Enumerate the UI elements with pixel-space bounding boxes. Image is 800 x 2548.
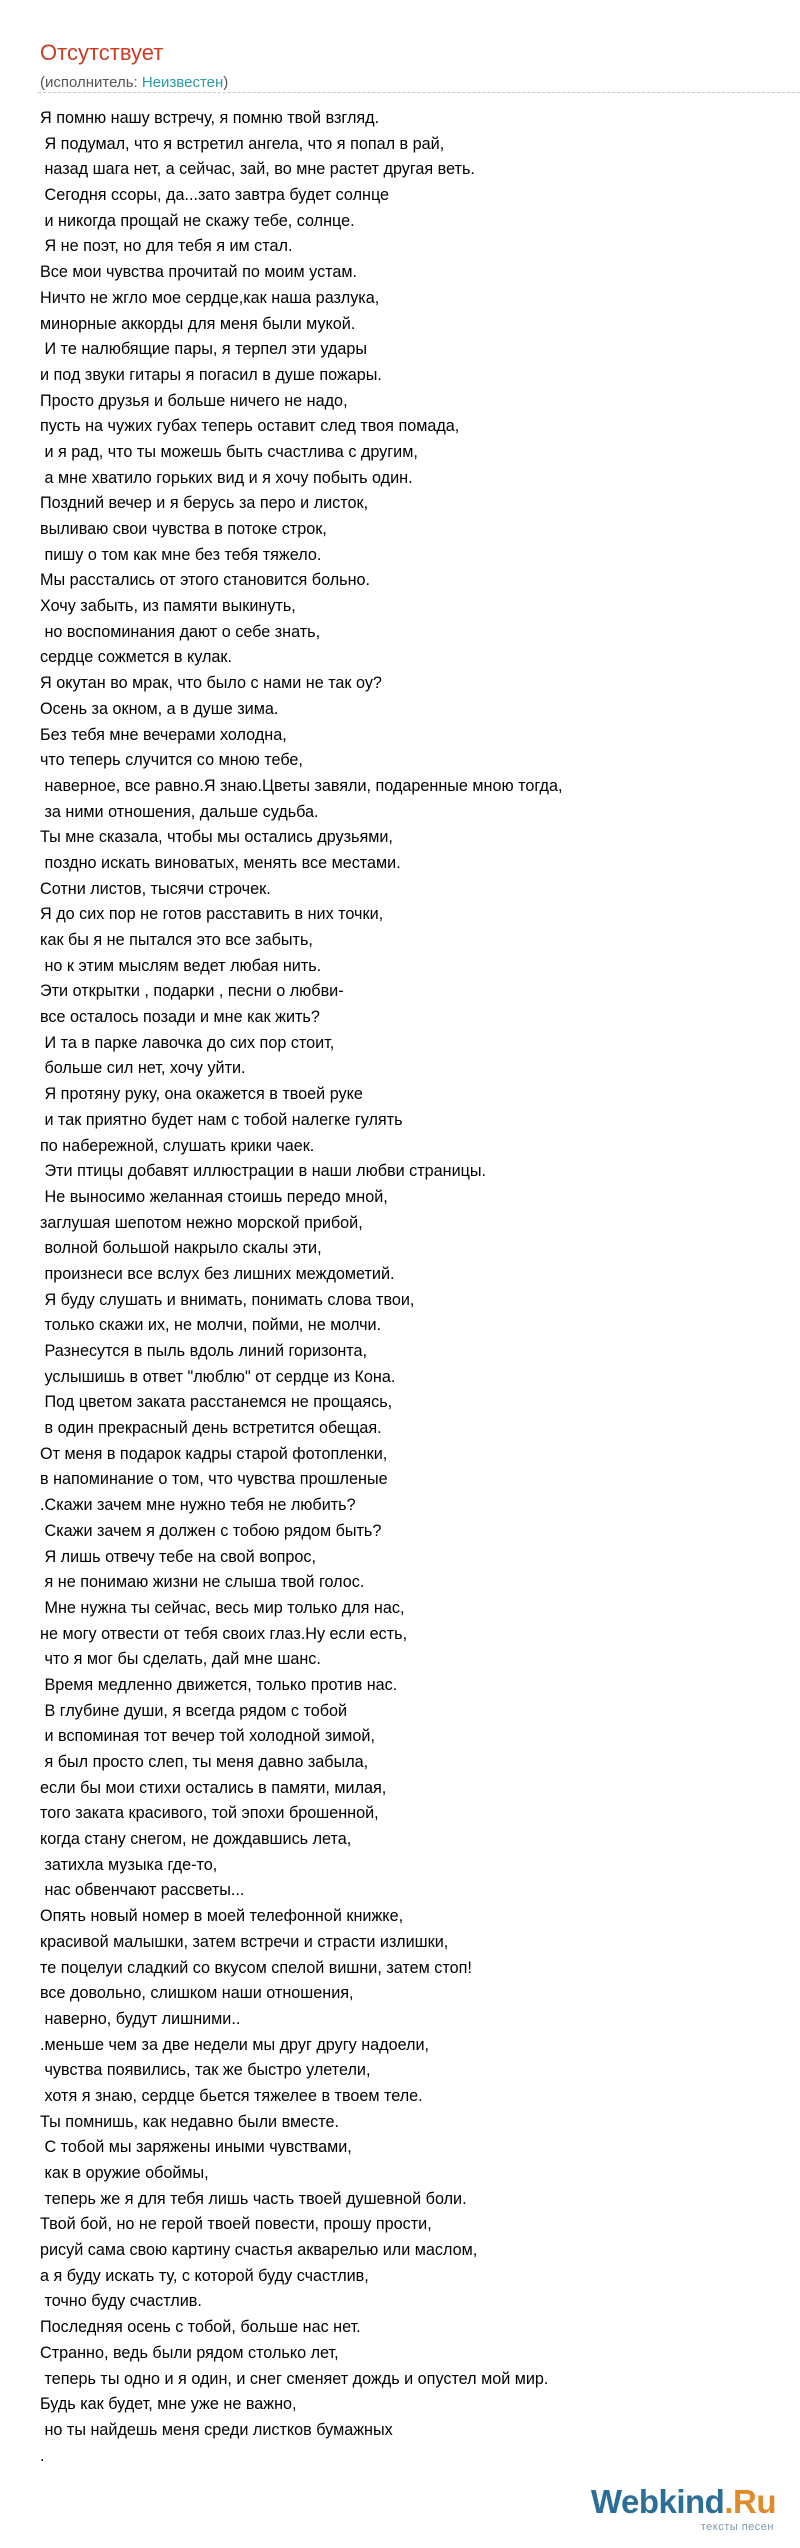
lyric-line: Сотни листов, тысячи строчек. [40,879,271,898]
lyric-line: Мне нужна ты сейчас, весь мир только для нас, [40,1598,405,1617]
lyric-line: пусть на чужих губах теперь оставит след твоя помада, [40,417,460,436]
lyric-line: сердце сожмется в кулак. [40,648,232,667]
artist-prefix: (исполнитель: [40,74,142,91]
lyric-line: теперь же я для тебя лишь часть твоей душевной боли. [40,2189,467,2208]
lyric-line: Без тебя мне вечерами холодна, [40,725,287,744]
lyric-line: Время медленно движется, только против нас. [40,1675,398,1694]
lyric-line: минорные аккорды для меня были мукой. [40,314,356,333]
lyric-line: назад шага нет, а сейчас, зай, во мне растет другая веть. [40,160,475,179]
lyric-line: Я протяну руку, она окажется в твоей руке [40,1085,363,1104]
lyric-line: Сегодня ссоры, да...зато завтра будет солнце [40,186,390,205]
lyric-line: а я буду искать ту, с которой буду счастлив, [40,2266,369,2285]
lyric-line: Я до сих пор не готов расставить в них точки, [40,905,384,924]
lyric-line: . [40,2446,45,2465]
lyric-line: когда стану снегом, не дождавшись лета, [40,1830,352,1849]
artist-suffix: ) [223,74,229,91]
lyric-line: Эти птицы добавят иллюстрации в наши любви страницы. [40,1162,487,1181]
lyric-line: Хочу забыть, из памяти выкинуть, [40,597,296,616]
lyric-line: Я окутан во мрак, что было с нами не так оу? [40,674,382,693]
lyric-line: чувства появились, так же быстро улетели, [40,2061,371,2080]
lyric-line: произнеси все вслух без лишних междометий. [40,1264,395,1283]
lyric-line: Последняя осень с тобой, больше нас нет. [40,2318,361,2337]
logo-part-2: .Ru [724,2483,776,2520]
lyric-line: но воспоминания дают о себе знать, [40,622,321,641]
lyric-line: красивой малышки, затем встречи и страсти излишки, [40,1932,449,1951]
lyric-line: Не выносимо желанная стоишь передо мной, [40,1187,388,1206]
lyric-line: что теперь случится со мною тебе, [40,751,303,770]
lyric-line: Я буду слушать и внимать, понимать слова твои, [40,1290,415,1309]
lyric-line: И та в парке лавочка до сих пор стоит, [40,1033,335,1052]
lyric-line: но к этим мыслям ведет любая нить. [40,956,322,975]
lyric-line: все довольно, слишком наши отношения, [40,1984,354,2003]
lyric-line: если бы мои стихи остались в памяти, милая, [40,1778,387,1797]
lyric-line: только скажи их, не молчи, пойми, не молчи. [40,1316,382,1335]
artist-line [40,72,760,94]
artist-link[interactable]: Неизвестен [141,74,224,91]
logo-tagline: тексты песен [700,2521,774,2533]
lyric-line: затихла музыка где-то, [40,1855,218,1874]
lyric-line: те поцелуи сладкий со вкусом спелой вишни, затем стоп! [40,1958,472,1977]
lyric-line: и так приятно будет нам с тобой налегке гулять [40,1110,403,1129]
lyric-line: все осталось позади и мне как жить? [40,1008,320,1027]
lyric-line: Будь как будет, мне уже не важно, [40,2395,297,2414]
lyric-line: рисуй сама свою картину счастья акварелью или маслом, [40,2241,478,2260]
header-divider [38,92,800,93]
lyric-line: нас обвенчают рассветы... [40,1881,245,1900]
lyric-line: я не понимаю жизни не слыша твой голос. [40,1573,365,1592]
lyric-line: и никогда прощай не скажу тебе, солнце. [40,211,355,230]
lyrics-text [40,106,780,2469]
lyric-line: Эти открытки , подарки , песни о любви- [40,982,344,1001]
lyric-line: Разнесутся в пыль вдоль линий горизонта, [40,1342,367,1360]
lyric-line: И те налюбящие пары, я терпел эти удары [40,340,368,359]
logo-part-1: Webkind [590,2483,725,2520]
lyric-line: Мы расстались от этого становится больно. [40,571,371,590]
lyric-line: хотя я знаю, сердце бьется тяжелее в твоем теле. [40,2086,423,2105]
lyric-line: волной большой накрыло скалы эти, [40,1239,322,1258]
lyric-line: больше сил нет, хочу уйти. [40,1059,246,1078]
lyric-line: за ними отношения, дальше судьба. [40,802,319,821]
site-logo[interactable] [591,2484,776,2520]
lyric-line: заглушая шепотом нежно морской прибой, [40,1213,363,1232]
lyric-line: Все мои чувства прочитай по моим устам. [40,263,358,282]
lyric-line: наверное, все равно.Я знаю.Цветы завяли, подаренные мною тогда, [40,776,563,795]
song-title: Отсутствует [40,40,164,65]
lyric-line: теперь ты одно и я один, и снег сменяет дождь и опустел мой мир. [40,2369,549,2388]
lyric-line: пишу о том как мне без тебя тяжело. [40,545,322,564]
lyric-line: В глубине души, я всегда рядом с тобой [40,1701,348,1720]
song-header [40,38,760,94]
lyric-line: Под цветом заката расстанемся не прощаясь, [40,1393,393,1412]
lyric-line: как бы я не пытался это все забыть, [40,931,313,949]
lyric-line: .Скажи зачем мне нужно тебя не любить? [40,1496,356,1515]
lyric-line: того заката красивого, той эпохи брошенной, [40,1804,379,1823]
lyric-line: Я подумал, что я встретил ангела, что я попал в рай, [40,134,445,153]
lyric-line: Опять новый номер в моей телефонной книжке, [40,1907,404,1926]
lyric-line: Я лишь отвечу тебе на свой вопрос, [40,1547,316,1566]
lyric-line: по набережной, слушать крики чаек. [40,1136,315,1155]
lyric-line: Странно, ведь были рядом столько лет, [40,2343,339,2362]
lyric-line: услышишь в ответ "люблю" от сердце из Кона. [40,1367,396,1386]
lyric-line: точно буду счастлив. [40,2292,202,2311]
lyric-line: я был просто слеп, ты меня давно забыла, [40,1753,369,1771]
lyric-line: Поздний вечер и я берусь за перо и листок, [40,494,369,513]
lyric-line: и я рад, что ты можешь быть счастлива с другим, [40,442,418,461]
lyric-line: Ничто не жгло мое сердце,как наша разлука, [40,288,380,307]
lyric-line: Осень за окном, а в душе зима. [40,699,279,718]
lyric-line: Ты мне сказала, чтобы мы остались друзьями, [40,828,393,847]
lyric-line: что я мог бы сделать, дай мне шанс. [40,1650,321,1669]
lyric-line: Ты помнишь, как недавно были вместе. [40,2112,339,2131]
lyric-line: как в оружие обоймы, [40,2164,209,2182]
lyric-line: выливаю свои чувства в потоке строк, [40,520,327,538]
lyric-line: не могу отвести от тебя своих глаз.Ну если есть, [40,1624,408,1643]
lyric-line: и вспоминая тот вечер той холодной зимой, [40,1727,375,1746]
lyric-line: Я не поэт, но для тебя я им стал. [40,237,293,256]
lyric-line: Твой бой, но не герой твоей повести, прошу прости, [40,2215,432,2234]
lyric-line: От меня в подарок кадры старой фотопленки, [40,1444,388,1463]
lyric-line: наверно, будут лишними.. [40,2009,241,2028]
lyric-line: Просто друзья и больше ничего не надо, [40,391,348,410]
lyric-line: поздно искать виноватых, менять все местами. [40,853,401,872]
lyric-line: Я помню нашу встречу, я помню твой взгляд. [40,109,380,127]
lyric-line: а мне хватило горьких вид и я хочу побыть один. [40,468,413,487]
lyric-line: но ты найдешь меня среди листков бумажных [40,2420,393,2439]
lyric-line: .меньше чем за две недели мы друг другу надоели, [40,2035,430,2054]
lyric-line: Скажи зачем я должен с тобою рядом быть? [40,1521,382,1540]
lyric-line: и под звуки гитары я погасил в душе пожары. [40,365,382,384]
lyric-line: в напоминание о том, что чувства прошленые [40,1470,388,1489]
lyric-line: С тобой мы заряжены иными чувствами, [40,2138,352,2157]
lyric-line: в один прекрасный день встретится обещая. [40,1419,382,1438]
